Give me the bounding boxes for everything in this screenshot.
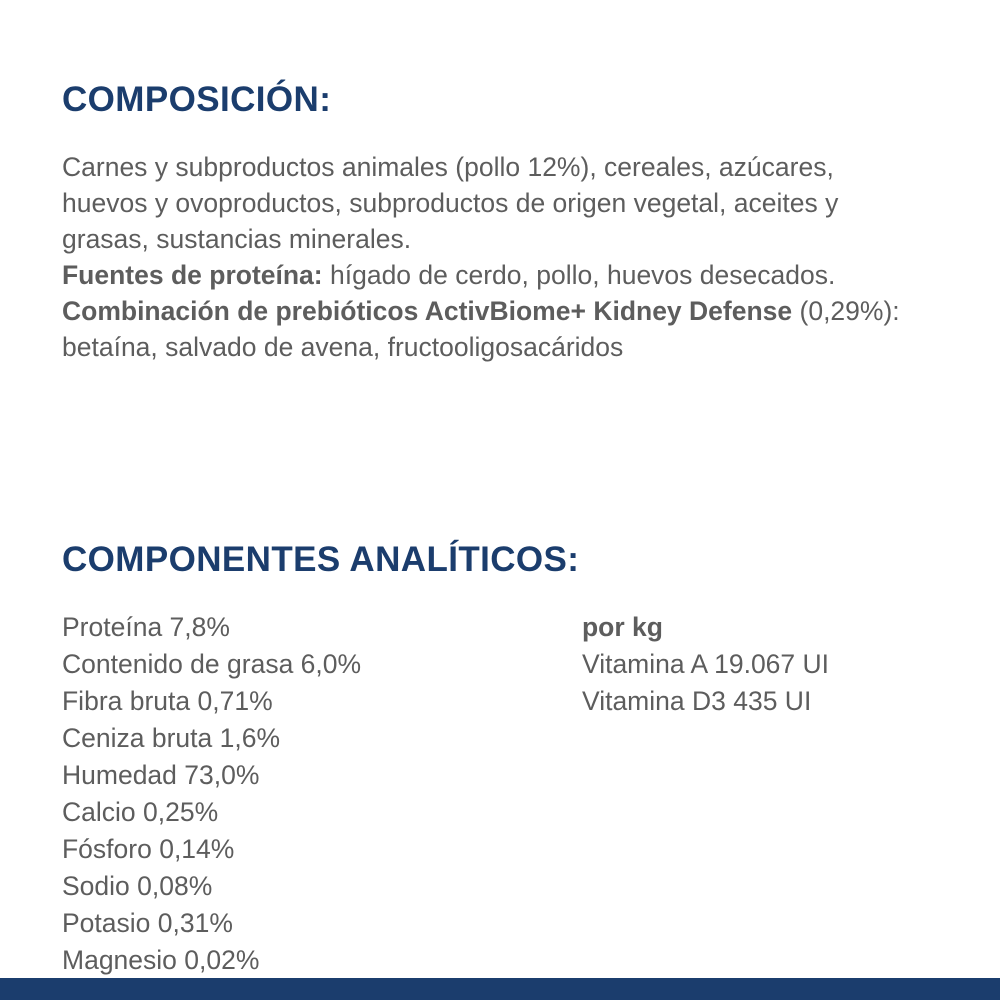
analytical-components-section	[62, 512, 942, 979]
nutrient-row: Fibra bruta 0,71%	[62, 685, 273, 716]
analytics-right-column	[582, 609, 942, 979]
nutrient-row: Magnesio 0,02%	[62, 944, 260, 975]
nutrient-row: Sodio 0,08%	[62, 870, 213, 901]
prebiotic-blend-text: (0,29%): betaína, salvado de avena, fructooligosacáridos	[62, 295, 900, 362]
analytics-columns	[62, 609, 942, 979]
nutrient-row: Proteína 7,8%	[62, 611, 230, 642]
composition-paragraph-prebiotic	[62, 293, 922, 365]
nutrient-row: Contenido de grasa 6,0%	[62, 648, 362, 679]
bottom-accent-bar	[0, 978, 1000, 1000]
composition-body	[62, 149, 922, 365]
composition-section	[62, 52, 942, 365]
composition-paragraph-ingredients: Carnes y subproductos animales (pollo 12%), cereales, azúcares, huevos y ovoproductos, subproductos de origen vegetal, aceites y grasas, sustancias minerales.	[62, 151, 839, 254]
per-kg-heading: por kg	[582, 611, 663, 642]
protein-sources-text: hígado de cerdo, pollo, huevos desecados.	[322, 259, 836, 290]
analytical-components-heading: COMPONENTES ANALÍTICOS:	[62, 540, 580, 580]
composition-paragraph-protein-sources	[62, 257, 922, 293]
nutrient-row: Humedad 73,0%	[62, 759, 260, 790]
nutrient-row: Calcio 0,25%	[62, 796, 219, 827]
prebiotic-blend-label: Combinación de prebióticos ActivBiome+ Kidney Defense	[62, 295, 793, 326]
analytics-left-column	[62, 609, 582, 979]
nutrient-row: Ceniza bruta 1,6%	[62, 722, 281, 753]
nutrient-row: Potasio 0,31%	[62, 907, 233, 938]
nutrient-row: Vitamina D3 435 UI	[582, 685, 812, 716]
composition-heading: COMPOSICIÓN:	[62, 80, 332, 120]
nutrient-row: Vitamina A 19.067 UI	[582, 648, 830, 679]
protein-sources-label: Fuentes de proteína:	[62, 259, 323, 290]
nutrient-row: Fósforo 0,14%	[62, 833, 235, 864]
